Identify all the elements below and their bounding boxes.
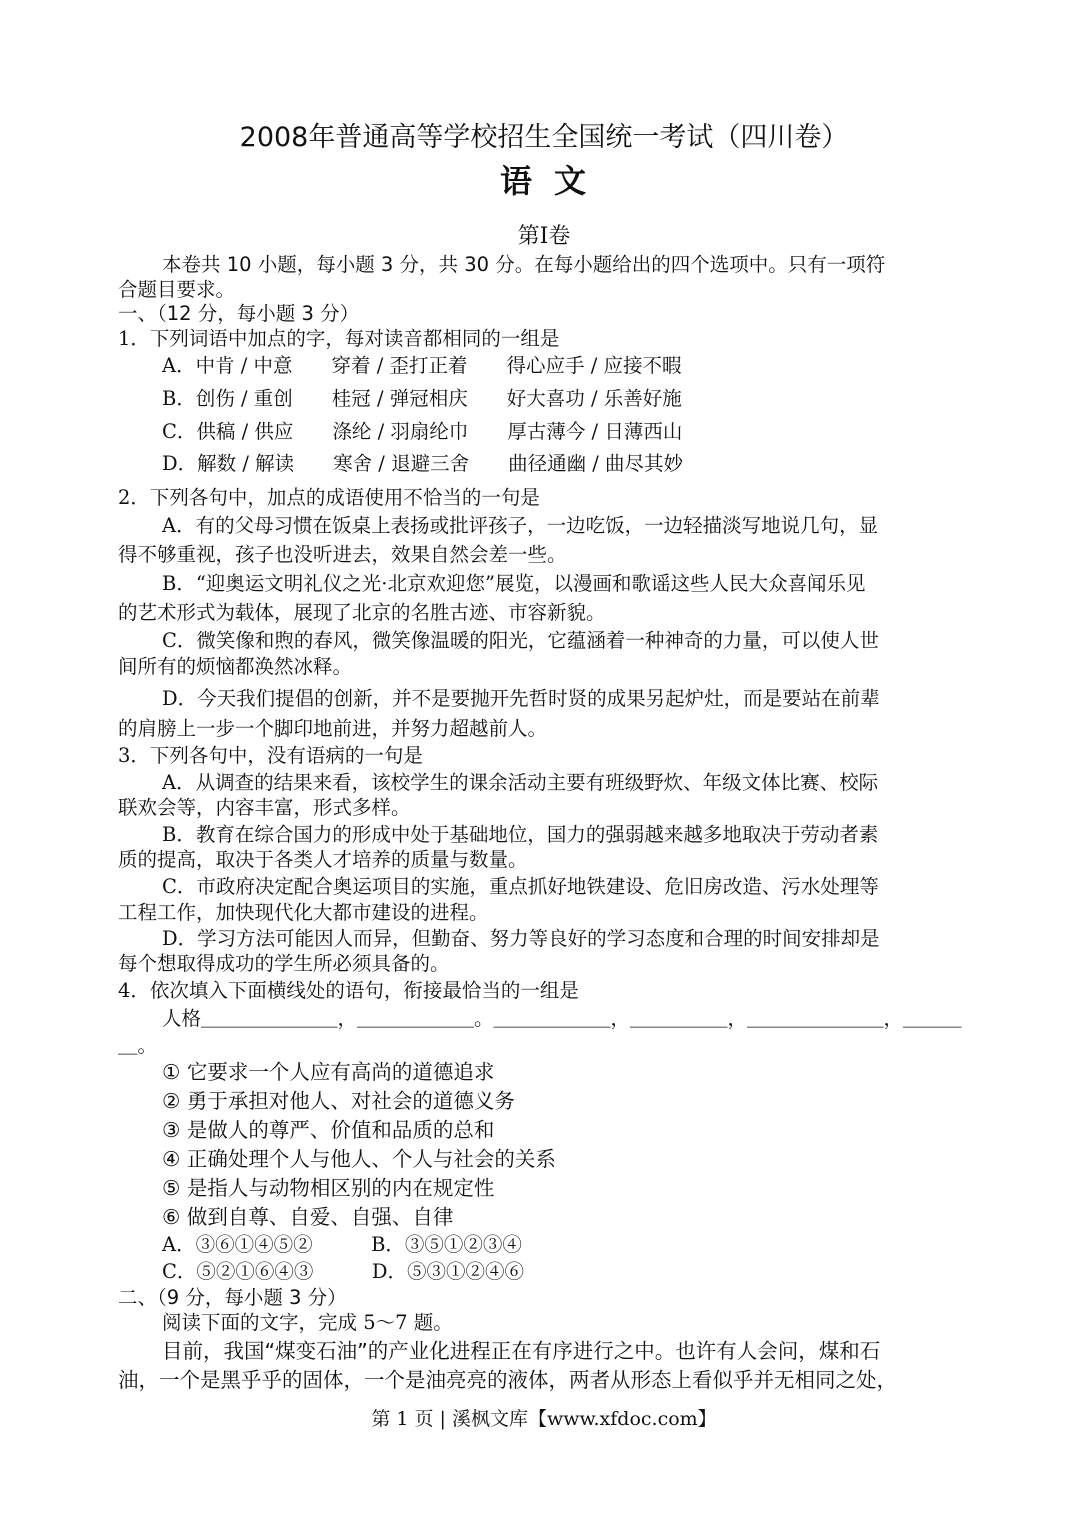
intro-line-2: 合题目要求。 bbox=[118, 278, 236, 301]
q3-line: A．从调查的结果来看，该校学生的课余活动主要有班级野炊、年级文体比赛、校际 bbox=[162, 771, 879, 794]
q3-line: B．教育在综合国力的形成中处于基础地位，国力的强弱越来越多地取决于劳动者素 bbox=[162, 823, 879, 846]
q2-line: C．微笑像和煦的春风，微笑像温暖的阳光，它蕴涵着一种神奇的力量，可以使人世 bbox=[162, 629, 879, 652]
section-1-heading: 一、（12 分，每小题 3 分） bbox=[118, 302, 360, 325]
q2-line: A．有的父母习惯在饭桌上表扬或批评孩子，一边吃饭，一边轻描淡写地说几句，显 bbox=[162, 514, 879, 537]
intro-line-1: 本卷共 10 小题，每小题 3 分，共 30 分。在每小题给出的四个选项中。只有一项符 bbox=[162, 253, 886, 276]
q1-stem: 1．下列词语中加点的字，每对读音都相同的一组是 bbox=[118, 327, 560, 350]
q3-line: C．市政府决定配合奥运项目的实施，重点抓好地铁建设、危旧房改造、污水处理等 bbox=[162, 875, 879, 898]
q3-line: 每个想取得成功的学生所必须具备的。 bbox=[118, 952, 450, 975]
q3-line: 工程工作，加快现代化大都市建设的进程。 bbox=[118, 901, 489, 924]
q4-stem: 4．依次填入下面横线处的语句，衔接最恰当的一组是 bbox=[118, 979, 579, 1002]
q4-choices-row-2: C．⑤②①⑥④③ D．⑤③①②④⑥ bbox=[162, 1260, 525, 1283]
q1-option-b: B．创伤 / 重创 桂冠 / 弹冠相庆 好大喜功 / 乐善好施 bbox=[162, 387, 682, 410]
q4-item: ① 它要求一个人应有高尚的道德追求 bbox=[162, 1060, 495, 1084]
page-footer: 第 1 页 | 溪枫文库【www.xfdoc.com】 bbox=[371, 1408, 717, 1430]
q2-line: 得不够重视，孩子也没听进去，效果自然会差一些。 bbox=[118, 543, 567, 566]
q1-option-c: C．供稿 / 供应 涤纶 / 羽扇纶巾 厚古薄今 / 日薄西山 bbox=[162, 420, 683, 443]
q2-line: B．“迎奥运文明礼仪之光·北京欢迎您”展览，以漫画和歌谣这些人民大众喜闻乐见 bbox=[162, 572, 866, 595]
q4-item: ⑥ 做到自尊、自爱、自强、自律 bbox=[162, 1205, 454, 1229]
q3-stem: 3．下列各句中，没有语病的一句是 bbox=[118, 744, 423, 767]
q4-item: ② 勇于承担对他人、对社会的道德义务 bbox=[162, 1089, 515, 1113]
q2-line: 的艺术形式为载体，展现了北京的名胜古迹、市容新貌。 bbox=[118, 601, 606, 624]
q3-line: 联欢会等，内容丰富，形式多样。 bbox=[118, 796, 411, 819]
q1-option-a: A．中肯 / 中意 穿着 / 歪打正着 得心应手 / 应接不暇 bbox=[162, 354, 682, 377]
subject-title: 语文 bbox=[499, 162, 608, 200]
q4-item: ⑤ 是指人与动物相区别的内在规定性 bbox=[162, 1176, 495, 1200]
section-2-heading: 二、（9 分，每小题 3 分） bbox=[118, 1286, 347, 1309]
q2-line: D．今天我们提倡的创新，并不是要抛开先哲时贤的成果另起炉灶，而是要站在前辈 bbox=[162, 687, 880, 710]
q3-line: 质的提高，取决于各类人才培养的质量与数量。 bbox=[118, 848, 528, 871]
q4-blank-line: 人格＿＿＿＿＿＿＿，＿＿＿＿＿＿。＿＿＿＿＿＿，＿＿＿＿＿，＿＿＿＿＿＿＿，＿＿＿ bbox=[162, 1007, 962, 1030]
q2-line: 间所有的烦恼都涣然冰释。 bbox=[118, 655, 353, 678]
exam-title: 2008年普通高等学校招生全国统一考试（四川卷） bbox=[239, 122, 849, 153]
q2-line: 的肩膀上一步一个脚印地前进，并努力超越前人。 bbox=[118, 717, 548, 740]
q3-line: D．学习方法可能因人而异，但勤奋、努力等良好的学习态度和合理的时间安排却是 bbox=[162, 927, 880, 950]
q4-choices-row-1: A．③⑥①④⑤② B．③⑤①②③④ bbox=[162, 1233, 522, 1256]
section-2-instruction: 阅读下面的文字，完成 5～7 题。 bbox=[162, 1311, 453, 1334]
q2-stem: 2．下列各句中，加点的成语使用不恰当的一句是 bbox=[118, 486, 540, 509]
q4-item: ④ 正确处理个人与他人、个人与社会的关系 bbox=[162, 1147, 556, 1171]
q4-item: ③ 是做人的尊严、价值和品质的总和 bbox=[162, 1118, 495, 1142]
passage-line-2: 油，一个是黑乎乎的固体，一个是油亮亮的液体，两者从形态上看似乎并无相同之处， bbox=[118, 1368, 897, 1392]
passage-line-1: 目前，我国“煤变石油”的产业化进程正在有序进行之中。也许有人会问，煤和石 bbox=[162, 1339, 881, 1363]
q1-option-d: D．解数 / 解读 寒舍 / 退避三舍 曲径通幽 / 曲尽其妙 bbox=[162, 452, 684, 475]
q4-blank-line-end: ＿。 bbox=[118, 1034, 158, 1057]
volume-heading: 第Ⅰ卷 bbox=[517, 224, 571, 249]
